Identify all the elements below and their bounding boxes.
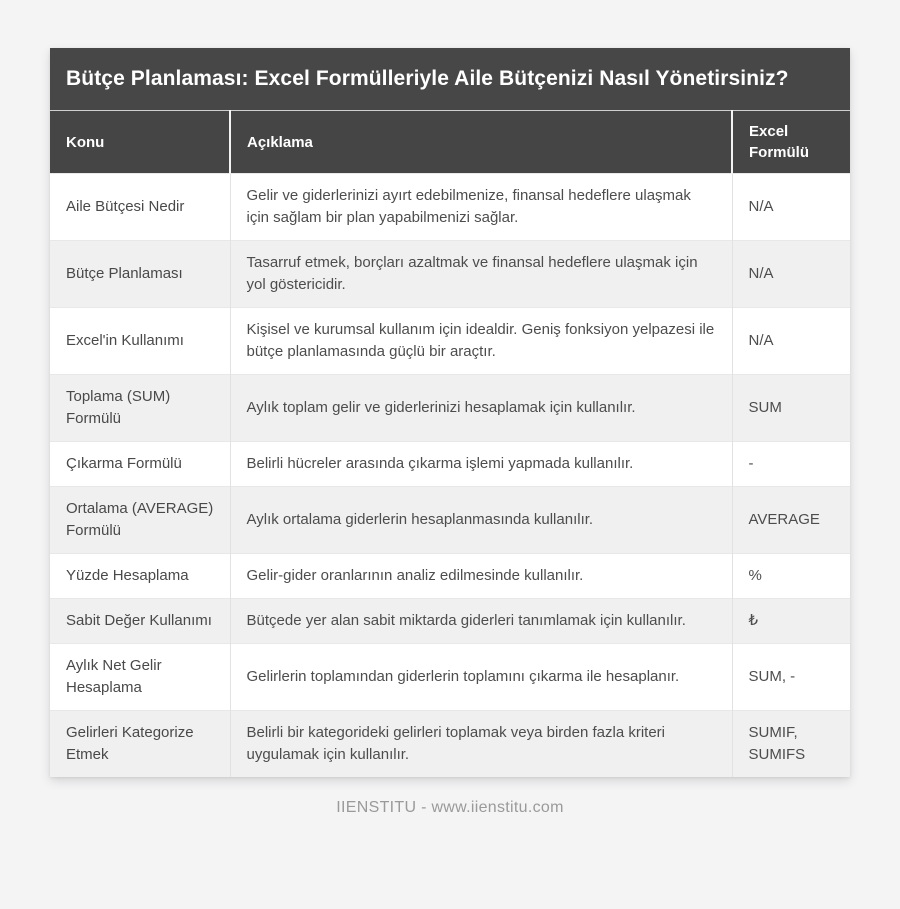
cell-konu: Bütçe Planlaması xyxy=(50,241,230,308)
cell-konu: Gelirleri Kategorize Etmek xyxy=(50,711,230,778)
cell-aciklama: Tasarruf etmek, borçları azaltmak ve finansal hedeflere ulaşmak için yol göstericidir. xyxy=(230,241,732,308)
cell-formul: AVERAGE xyxy=(732,487,850,554)
page-title: Bütçe Planlaması: Excel Formülleriyle Aile Bütçenizi Nasıl Yönetirsiniz? xyxy=(50,48,850,110)
table-row xyxy=(50,308,850,375)
cell-aciklama: Belirli bir kategorideki gelirleri toplamak veya birden fazla kriteri uygulamak için kullanılır. xyxy=(230,711,732,778)
table-row xyxy=(50,554,850,599)
cell-aciklama: Aylık ortalama giderlerin hesaplanmasında kullanılır. xyxy=(230,487,732,554)
table-row xyxy=(50,174,850,241)
table-row xyxy=(50,644,850,711)
cell-formul: SUMIF, SUMIFS xyxy=(732,711,850,778)
cell-aciklama: Aylık toplam gelir ve giderlerinizi hesaplamak için kullanılır. xyxy=(230,375,732,442)
cell-konu: Çıkarma Formülü xyxy=(50,442,230,487)
table-row xyxy=(50,241,850,308)
cell-konu: Aylık Net Gelir Hesaplama xyxy=(50,644,230,711)
table-body xyxy=(50,174,850,778)
table-row xyxy=(50,599,850,644)
footer-watermark: IIENSTITU - www.iienstitu.com xyxy=(336,799,564,816)
cell-aciklama: Kişisel ve kurumsal kullanım için idealdir. Geniş fonksiyon yelpazesi ile bütçe planlamasında güçlü bir araçtır. xyxy=(230,308,732,375)
cell-konu: Sabit Değer Kullanımı xyxy=(50,599,230,644)
table-row xyxy=(50,375,850,442)
cell-aciklama: Gelir ve giderlerinizi ayırt edebilmenize, finansal hedeflere ulaşmak için sağlam bir plan yapabilmenizi sağlar. xyxy=(230,174,732,241)
cell-formul: ₺ xyxy=(732,599,850,644)
cell-formul: - xyxy=(732,442,850,487)
cell-konu: Ortalama (AVERAGE) Formülü xyxy=(50,487,230,554)
cell-konu: Yüzde Hesaplama xyxy=(50,554,230,599)
cell-formul: N/A xyxy=(732,241,850,308)
table-header-row xyxy=(50,111,850,174)
table-row xyxy=(50,442,850,487)
cell-aciklama: Gelirlerin toplamından giderlerin toplamını çıkarma ile hesaplanır. xyxy=(230,644,732,711)
content-card xyxy=(50,48,850,777)
column-header-konu: Konu xyxy=(50,111,230,174)
column-header-aciklama: Açıklama xyxy=(230,111,732,174)
table-row xyxy=(50,487,850,554)
cell-konu: Excel'in Kullanımı xyxy=(50,308,230,375)
cell-formul: SUM, - xyxy=(732,644,850,711)
cell-konu: Aile Bütçesi Nedir xyxy=(50,174,230,241)
cell-formul: SUM xyxy=(732,375,850,442)
cell-aciklama: Bütçede yer alan sabit miktarda giderleri tanımlamak için kullanılır. xyxy=(230,599,732,644)
cell-aciklama: Gelir-gider oranlarının analiz edilmesinde kullanılır. xyxy=(230,554,732,599)
column-header-excel-formulu: Excel Formülü xyxy=(732,111,850,174)
cell-formul: % xyxy=(732,554,850,599)
table-row xyxy=(50,711,850,778)
budget-table xyxy=(50,110,850,777)
cell-formul: N/A xyxy=(732,174,850,241)
cell-formul: N/A xyxy=(732,308,850,375)
cell-konu: Toplama (SUM) Formülü xyxy=(50,375,230,442)
cell-aciklama: Belirli hücreler arasında çıkarma işlemi yapmada kullanılır. xyxy=(230,442,732,487)
